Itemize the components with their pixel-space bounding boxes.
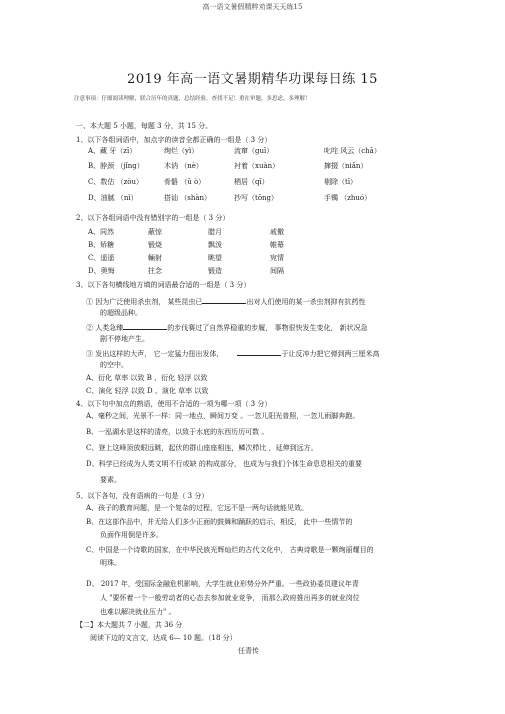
q5-option-d-cont2: 也难以解决就业压力" 。 xyxy=(100,608,176,616)
q3-sentence-1: ① 因为广泛使用杀虫剂， 某些昆虫已 出对人们使用的某一杀虫剂抑有抗药性 xyxy=(86,298,366,306)
section-one-heading: 一、本大题 5 小题，每题 3 分，共 15 分。 xyxy=(76,122,213,130)
q5-stem: 5、以下各句，没有语病的一句是（ 3 分） xyxy=(76,492,209,500)
q5-option-c-cont: 明珠。 xyxy=(100,559,121,567)
q3-sentence-2: ② 人类急臻 的步伐赛过了自然界稳重的步履， 事物很快发生变化， 新状况急 xyxy=(86,324,368,332)
q4-stem: 4、以下句中加点的熟语，使用不合适的一项为哪一项（ 3 分） xyxy=(76,400,272,408)
blank-line[interactable] xyxy=(237,348,281,356)
q5-option-c: C、中国是一个诗歌的国家，在中华民族光辉灿烂的古代文化中， 古典诗歌是一颗绚丽耀目的 xyxy=(86,546,374,554)
q5-option-a: A、孩子的教育问题，是一个复杂的过程，它远不是一两句话就能见效。 xyxy=(86,504,309,512)
page-title: 2019 年高一语文暑期精华功课每日练 15 xyxy=(127,72,378,87)
blank-line[interactable] xyxy=(202,296,246,304)
q3-sentence-3-cont: 的空中。 xyxy=(100,361,128,369)
q3-options-ab: A、衍化 草率 以致 B 、衍化 轻浮 以致 xyxy=(86,374,208,382)
q1-stem: 1、以下各组词语中，加点字的读音全都正确的一组是（ 3 分） xyxy=(76,136,272,144)
section-two-heading: 【二】本大题共 7 小题，共 36 分 xyxy=(76,621,183,629)
instructions-note: 注意事项：仔细阅读理解，联合历年的真题，总结经验，查找不足！重在审题，多思虑，多理解！ xyxy=(74,96,311,102)
q4-option-b: B、一泓湖水是这样的清亮，以致于水底的东西历历可数 。 xyxy=(86,428,269,436)
q4-option-a: A、毫秒之间，光景不一样：同一地点，瞬间万变 。一忽儿阳光普照，一忽儿雨脚奔跑。 xyxy=(86,412,360,420)
q4-option-d-cont: 要素。 xyxy=(100,476,121,484)
q4-option-c: C、登上这峰顶放眼远眺，起伏的群山座座相连，鳞次栉比 ，延伸到远方。 xyxy=(86,444,318,452)
running-header: 高一语文暑假精粹劝课天天练15 xyxy=(202,3,303,11)
q3-sentence-2-cont: 剧不停地产生。 xyxy=(100,335,149,343)
blank-line[interactable] xyxy=(123,322,167,330)
q2-stem: 2、以下各组词语中没有错别字的一组是（ 3 分） xyxy=(76,214,230,222)
q3-sentence-1-cont: 的超级品种。 xyxy=(100,309,142,317)
q5-option-d-cont1: 人 "要怀着一个一般劳动者的心态去参加就业竞争， 而那么政府推出再多的就业岗位 xyxy=(100,594,360,602)
q3-stem: 3、以下各句横线地方填的词语最合适的一组是（ 3 分） xyxy=(76,281,251,289)
q5-option-b-cont: 负面作用倒是许多。 xyxy=(100,531,163,539)
q3-sentence-3: ③ 发出这样的大声， 它一定猛力扭出发体， 于让反冲力把它弹到两三厘米高 xyxy=(86,350,380,358)
reading-instruction: 阅读下边的文言文，达成 6— 10 题。（18 分） xyxy=(90,634,237,642)
q5-option-b: B、在这部作品中，并无给人们多少正面的鼓舞和踊跃的启示，相反， 此中一些情节的 xyxy=(86,518,353,526)
q5-option-d: D、 2017 年，受国际金融危机影响，大学生就业形势分外严重。一些政协委员建议年青 xyxy=(86,580,359,588)
q4-option-d: D、科学已经成为人类文明不行或缺 的构成部分， 也成为与我们个体生命息息相关的重要 xyxy=(86,460,363,468)
passage-title: 任青传 xyxy=(238,647,259,655)
q3-options-cd: C、演化 轻浮 以致 D 、演化 草率 以致 xyxy=(86,387,209,395)
